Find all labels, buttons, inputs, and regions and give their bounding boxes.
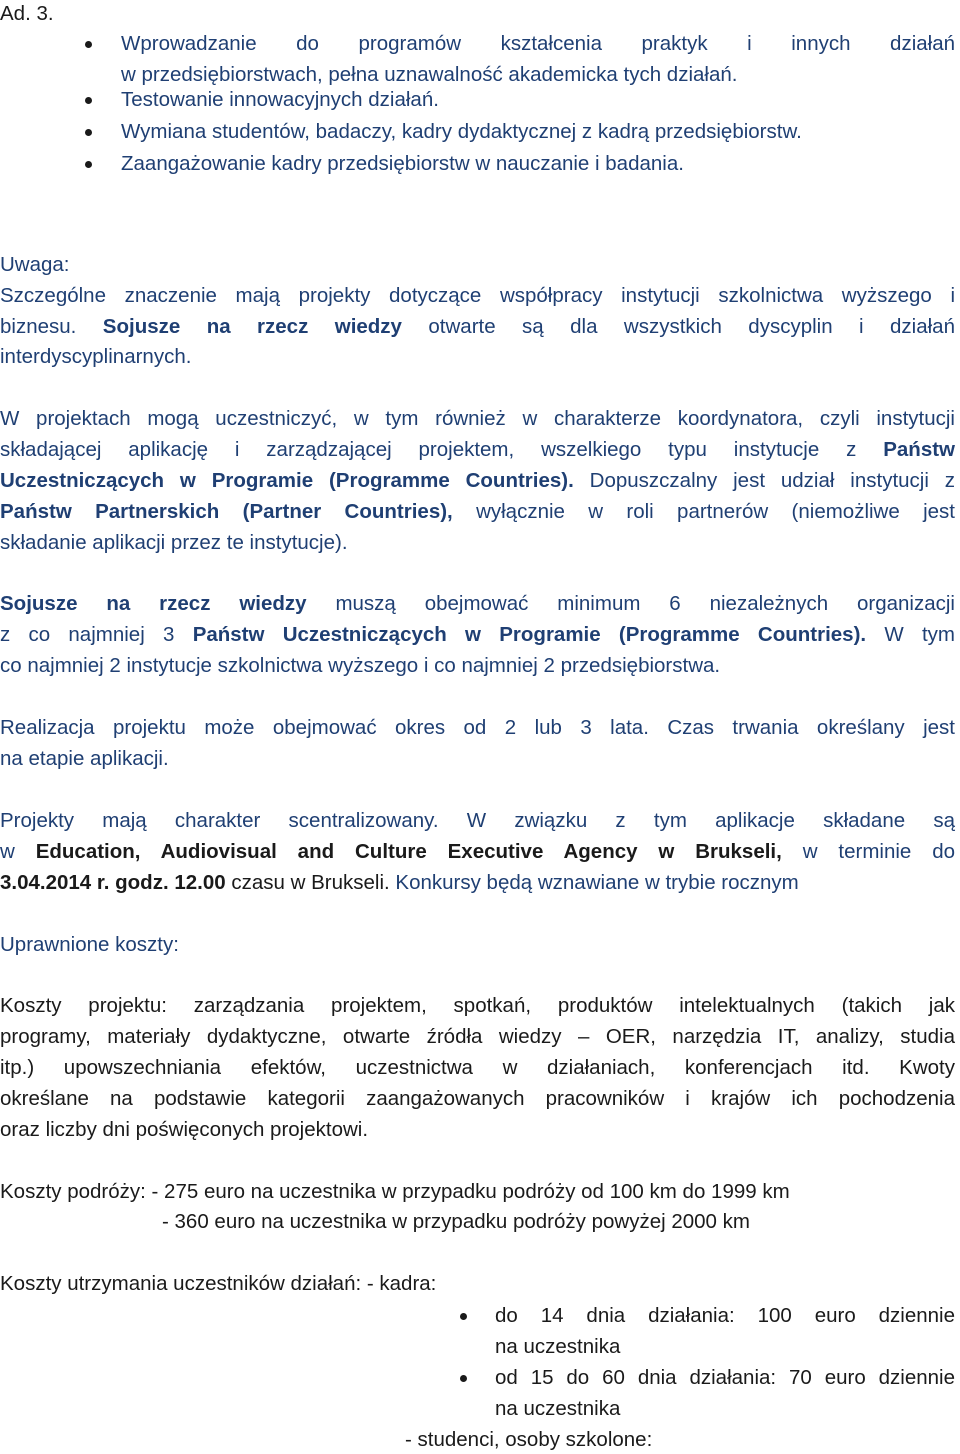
note-line-2-a: biznesu. [0,315,77,338]
subsistence-item-2-line-1: od 15 do 60 dnia działania: 70 euro dziennie [495,1366,955,1389]
subsistence-students: - studenci, osoby szkolone: [405,1428,653,1451]
alliances-line-3: co najmniej 2 instytucje szkolnictwa wyższego i co najmniej 2 przedsiębiorstwa. [0,654,721,677]
participants-line-1: W projektach mogą uczestniczyć, w tym również w charakterze koordynatora, czyli instytucji [0,407,955,430]
bullet-item-1-line-2: w przedsiębiorstwach, pełna uznawalność akademicka tych działań. [121,63,738,86]
alliances-line-1-b: muszą obejmować minimum 6 niezależnych organizacji [335,592,955,615]
note-line-3: interdyscyplinarnych. [0,345,192,368]
participants-line-4 [0,498,955,526]
submission-line-2-b: Education, Audiovisual and Culture Executive Agency w Brukseli, [35,840,782,863]
section-heading: Ad. 3. [0,2,54,25]
participants-line-3-b: Dopuszczalny jest udział instytucji z [589,469,955,492]
bullet-item-2: Testowanie innowacyjnych działań. [121,88,439,111]
submission-line-3-b: czasu w Brukseli. [231,871,390,894]
submission-line-3-a: 3.04.2014 r. godz. 12.00 [0,871,226,894]
costs-heading: Uprawnione koszty: [0,933,179,956]
bullet-dot [460,1375,467,1382]
bullet-dot [85,161,92,168]
note-label: Uwaga: [0,253,70,276]
travel-line-1: Koszty podróży: - 275 euro na uczestnika w przypadku podróży od 100 km do 1999 km [0,1180,790,1203]
submission-line-2-c: w terminie do [802,840,955,863]
bullet-item-3: Wymiana studentów, badaczy, kadry dydaktycznej z kadrą przedsiębiorstw. [121,120,802,143]
participants-line-5: składanie aplikacji przez te instytucje). [0,531,348,554]
submission-line-2 [0,838,955,866]
bullet-item-1-line-1: Wprowadzanie do programów kształcenia praktyk i innych działań [121,32,955,55]
alliances-line-2 [0,621,955,649]
alliances-line-2-c: W tym [884,623,955,646]
travel-line-2: - 360 euro na uczestnika w przypadku podróży powyżej 2000 km [162,1210,750,1233]
alliances-line-2-b: Państw Uczestniczących w Programie (Programme Countries). [192,623,867,646]
alliances-line-2-a: z co najmniej 3 [0,623,175,646]
subsistence-item-1-line-2: na uczestnika [495,1335,621,1358]
alliances-line-1 [0,590,955,618]
bullet-dot [85,97,92,104]
bullet-dot [85,41,92,48]
project-costs-line-4: określane na podstawie kategorii zaangażowanych pracowników i krajów ich pochodzenia [0,1087,955,1110]
participants-line-2-a: składającej aplikację i zarządzającej projektem, wszelkiego typu instytucje z [0,438,857,461]
note-line-2 [0,313,955,341]
alliances-line-1-a: Sojusze na rzecz wiedzy [0,592,307,615]
participants-line-3-a: Uczestniczących w Programie (Programme Countries). [0,469,574,492]
submission-line-3-c: Konkursy będą wznawiane w trybie rocznym [395,871,799,894]
participants-line-4-b: wyłącznie w roli partnerów (niemożliwe jest [476,500,955,523]
note-line-2-b: Sojusze na rzecz wiedzy [102,315,402,338]
project-costs-line-2: programy, materiały dydaktyczne, otwarte źródła wiedzy – OER, narzędzia IT, analizy, studia [0,1025,955,1048]
participants-line-3 [0,467,955,495]
participants-line-2 [0,436,955,464]
bullet-dot [460,1313,467,1320]
subsistence-item-1-line-1: do 14 dnia działania: 100 euro dziennie [495,1304,955,1327]
note-line-1: Szczególne znaczenie mają projekty dotyczące współpracy instytucji szkolnictwa wyższego i [0,284,955,307]
submission-line-1: Projekty mają charakter scentralizowany. W związku z tym aplikacje składane są [0,809,955,832]
bullet-item-4: Zaangażowanie kadry przedsiębiorstw w nauczanie i badania. [121,152,684,175]
participants-line-2-b: Państw [883,438,955,461]
project-costs-line-3: itp.) upowszechniania efektów, uczestnictwa w działaniach, konferencjach itd. Kwoty [0,1056,955,1079]
note-line-2-c: otwarte są dla wszystkich dyscyplin i działań [428,315,955,338]
participants-line-4-a: Państw Partnerskich (Partner Countries), [0,500,453,523]
subsistence-line-1: Koszty utrzymania uczestników działań: - kadra: [0,1272,437,1295]
project-costs-line-1: Koszty projektu: zarządzania projektem, spotkań, produktów intelektualnych (takich jak [0,994,955,1017]
submission-line-2-a: w [0,840,15,863]
duration-line-1: Realizacja projektu może obejmować okres od 2 lub 3 lata. Czas trwania określany jest [0,716,955,739]
submission-line-3 [0,869,955,897]
bullet-dot [85,129,92,136]
project-costs-line-5: oraz liczby dni poświęconych projektowi. [0,1118,369,1141]
subsistence-item-2-line-2: na uczestnika [495,1397,621,1420]
duration-line-2: na etapie aplikacji. [0,747,169,770]
